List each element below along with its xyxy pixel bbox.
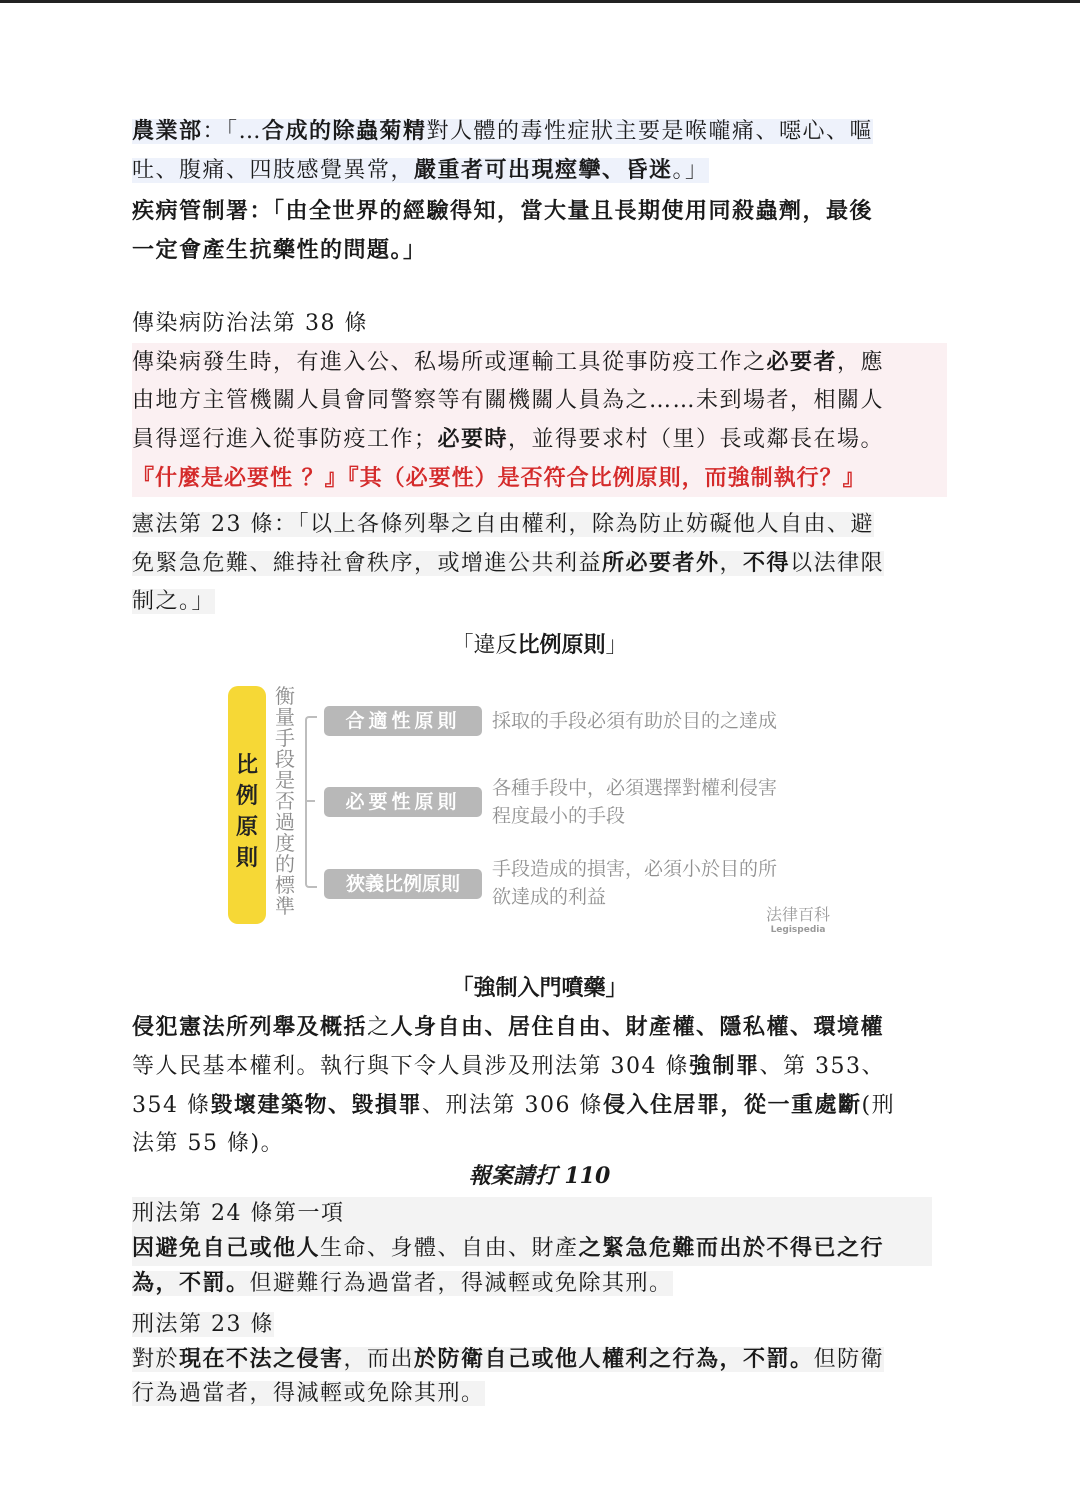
strict-proportionality-pill: 狹義比例原則	[324, 869, 482, 899]
heading-forced-spraying: 「強制入門噴藥」	[451, 975, 628, 1001]
law-title: 傳染病防治法第 38 條	[132, 311, 368, 336]
law-title: 刑法第 23 條	[132, 1312, 274, 1337]
necessity-description: 各種手段中，必須選擇對權利侵害 程度最小的手段	[492, 777, 778, 827]
heading-report-110: 報案請打 110	[468, 1163, 611, 1189]
communicable-disease-act-art38: 傳染病防治法第 38 條 傳染病發生時，有進入公、私場所或運輸工具從事防疫工作之必要者，應 由地方主管機關人員會同警察等有關機關人員為之……未到場者，相關人 員得逕行進入從事防疫工作；必要時，並得要求村（里）長或鄰長在場。 『什麼是必要性 ？』『其（必要性）是否符合比例原則，而強制執行？』	[132, 305, 972, 497]
legispedia-logo: 法律百科 Legispedia	[765, 905, 830, 935]
necessity-principle-pill: 必要性原則	[324, 787, 482, 817]
suitability-description: 採取的手段必須有助於目的之達成	[492, 710, 778, 732]
vertical-caption: 衡 量 手 段 是 否 過 度 的 標 準	[275, 684, 295, 918]
agriculture-ministry: 農業部	[132, 118, 203, 144]
agriculture-quote: 農業部：「…合成的除蟲菊精對人體的毒性症狀主要是喉嚨痛、噁心、嘔 吐、腹痛、四肢感覺異常，嚴重者可出現痙攣、昏迷。」	[132, 118, 874, 183]
necessity-question: 『什麼是必要性 ？』『其（必要性）是否符合比例原則，而強制執行？』	[132, 465, 866, 491]
cdc-quote: 疾病管制署：「由全世界的經驗得知，當大量且長期使用同殺蟲劑，最後 一定會產生抗藥性的問題。」	[132, 198, 874, 263]
criminal-code-art24: 刑法第 24 條第一項 因避免自己或他人生命、身體、自由、財產之緊急危難而出於不得已之行 為，不罰。但避難行為過當者，得減輕或免除其刑。	[132, 1197, 947, 1301]
bracket-line	[305, 716, 317, 888]
constitution-art23: 憲法第 23 條：「以上各條列舉之自由權利，除為防止妨礙他人自由、避 免緊急危難、維持社會秩序，或增進公共利益所必要者外，不得以法律限 制之。」	[132, 512, 885, 614]
heading-proportionality-violation: 「違反比例原則」	[451, 633, 628, 658]
criminal-code-art23: 刑法第 23 條 對於現在不法之侵害，而出於防衛自己或他人權利之行為，不罰。但防衛 行為過當者，得減輕或免除其刑。	[132, 1312, 885, 1406]
principle-label: 比 例 原 則	[235, 753, 258, 871]
strict-proportionality-description: 手段造成的損害，必須小於目的所 欲達成的利益	[492, 858, 778, 908]
suitability-principle-pill: 合適性原則	[324, 706, 482, 736]
bracket-middle-line	[305, 800, 315, 802]
top-border-line	[0, 0, 1080, 3]
law-title: 刑法第 24 條第一項	[132, 1201, 345, 1226]
proportionality-diagram	[228, 682, 838, 944]
rights-violation-text: 侵犯憲法所列舉及概括之人身自由、居住自由、財產權、隱私權、環境權 等人民基本權利。執行與下令人員涉及刑法第 304 條強制罪、第 353、 354 條毀壞建築物、毀損罪、刑法第 306 條侵入住居罪，從一重處斷(刑 法第 55 條)。	[132, 1014, 896, 1156]
